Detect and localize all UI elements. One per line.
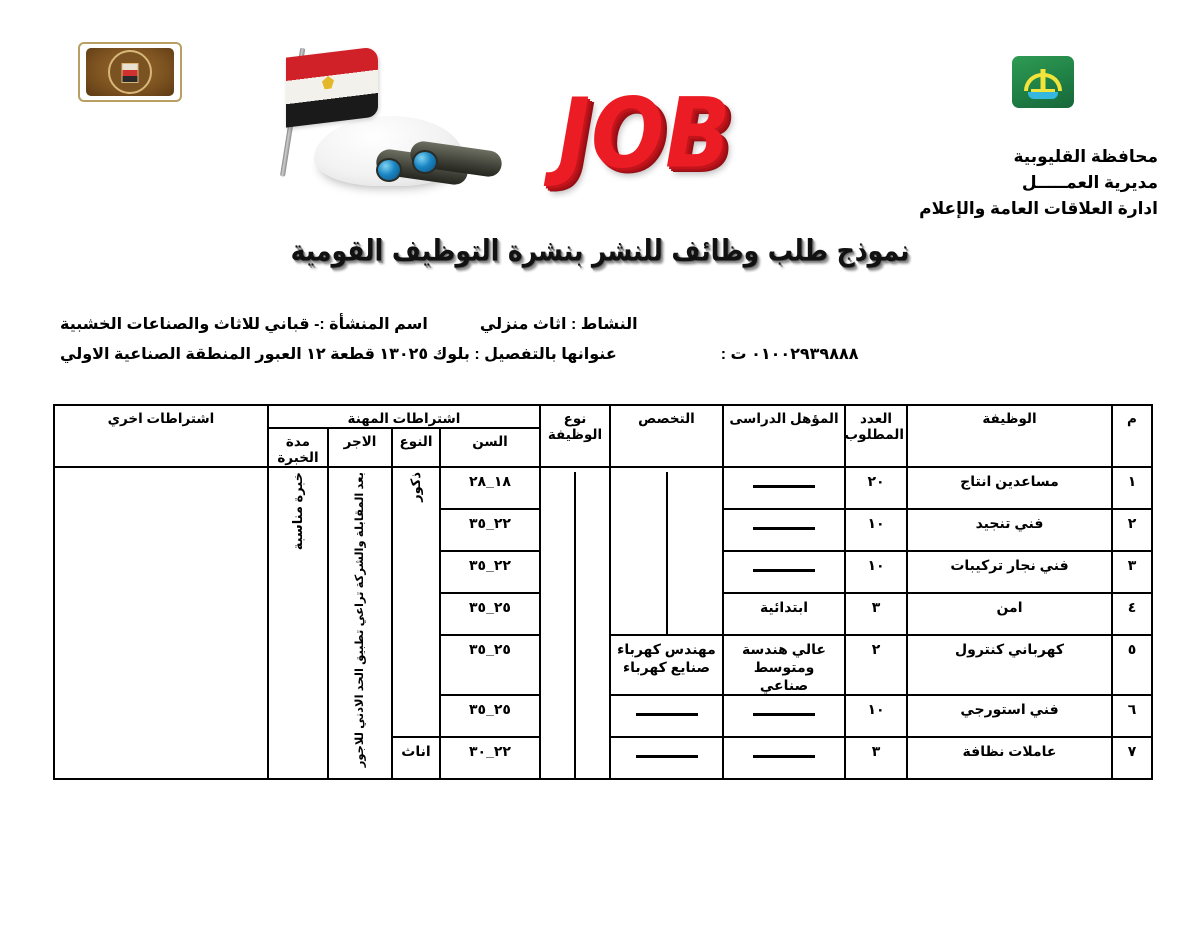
- address-value: بلوك ١٣٠٢٥ قطعة ١٢ العبور المنطقة الصناعية الاولي: [60, 346, 470, 363]
- cell-age: ٢٥_٣٥: [440, 695, 540, 737]
- header-experience: مدة الخبرة: [268, 428, 328, 467]
- page-title: [0, 233, 1200, 268]
- header-no: م: [1112, 405, 1152, 467]
- job-word-text: JOB: [558, 78, 732, 191]
- establishment-info-row-1: [60, 310, 1155, 340]
- cell-no: ٣: [1112, 551, 1152, 593]
- cell-job: مساعدين انتاج: [907, 467, 1112, 509]
- cell-no: ١: [1112, 467, 1152, 509]
- cell-job: عاملات نظافة: [907, 737, 1112, 779]
- header-profession-conditions: اشتراطات المهنة: [268, 405, 540, 428]
- cell-no: ٢: [1112, 509, 1152, 551]
- establishment-name-field: [60, 310, 428, 340]
- vacancy-table-container: [55, 404, 1153, 780]
- establishment-info: [60, 310, 1155, 370]
- dash-mark: [753, 485, 815, 488]
- cell-no: ٥: [1112, 635, 1152, 695]
- qalyubia-governorate-emblem: [1012, 56, 1074, 108]
- cell-age: ٢٢_٣٥: [440, 509, 540, 551]
- vertical-line-mark: [574, 472, 576, 778]
- cell-qualification: عالي هندسة ومتوسط صناعي: [723, 635, 845, 695]
- phone-field: [721, 340, 859, 370]
- establishment-name-label: اسم المنشأة :-: [314, 316, 428, 333]
- cell-count: ٣: [845, 593, 907, 635]
- job-banner-graphic: [258, 28, 858, 203]
- document-header: [0, 0, 1200, 268]
- department-name: ادارة العلاقات العامة والإعلام: [919, 199, 1158, 218]
- header-job: الوظيفة: [907, 405, 1112, 467]
- cell-no: ٦: [1112, 695, 1152, 737]
- page-title-text: نموذج طلب وظائف للنشر بنشرة التوظيف القومية: [290, 233, 910, 268]
- cell-qualification: [723, 509, 845, 551]
- activity-field: [480, 310, 638, 340]
- vacancy-table-head: [54, 405, 1152, 467]
- cell-specialization: [610, 737, 723, 779]
- cell-gender-male: [392, 467, 440, 737]
- header-other-conditions: اشتراطات اخري: [54, 405, 268, 467]
- table-row: [54, 467, 1152, 509]
- header-specialization: التخصص: [610, 405, 723, 467]
- phone-value: ٠١٠٠٢٩٣٩٨٨٨: [751, 346, 859, 363]
- dash-mark: [753, 713, 815, 716]
- cell-qualification: [723, 737, 845, 779]
- cell-job: كهرباني كنترول: [907, 635, 1112, 695]
- cell-job: فني نجار تركيبات: [907, 551, 1112, 593]
- cell-no: ٧: [1112, 737, 1152, 779]
- cell-age: ٢٢_٣٠: [440, 737, 540, 779]
- cell-gender-female: اناث: [392, 737, 440, 779]
- binoculars-icon: [376, 148, 521, 182]
- header-age: السن: [440, 428, 540, 467]
- cell-qualification: [723, 551, 845, 593]
- vertical-line-mark: [666, 472, 668, 634]
- cell-count: ١٠: [845, 695, 907, 737]
- cell-count: ١٠: [845, 509, 907, 551]
- experience-text: خبرة مناسبة: [289, 472, 305, 551]
- dash-mark: [753, 755, 815, 758]
- cell-experience-merged: [268, 467, 328, 779]
- header-gender: النوع: [392, 428, 440, 467]
- directorate-name: مديرية العمـــــل: [1021, 173, 1158, 192]
- ministry-heading: [919, 144, 1158, 222]
- cell-job: فني استورجي: [907, 695, 1112, 737]
- activity-label: النشاط :: [570, 316, 638, 333]
- cell-age: ٢٢_٣٥: [440, 551, 540, 593]
- cell-no: ٤: [1112, 593, 1152, 635]
- egypt-flag-icon: [270, 46, 390, 176]
- dash-mark: [636, 755, 698, 758]
- dash-mark: [753, 527, 815, 530]
- gender-male-text: ذكور: [408, 472, 423, 502]
- establishment-name-value: قباني للاثاث والصناعات الخشبية: [60, 316, 310, 333]
- cell-count: ٢٠: [845, 467, 907, 509]
- vacancy-table-body: [54, 467, 1152, 779]
- header-job-type: نوع الوظيفة: [540, 405, 610, 467]
- cell-qualification: ابتدائية: [723, 593, 845, 635]
- establishment-info-row-2: [60, 340, 1155, 370]
- vacancy-table: [53, 404, 1153, 780]
- cell-qualification: [723, 695, 845, 737]
- governorate-name: محافظة القليوبية: [1013, 147, 1158, 166]
- wage-text: بعد المقابلة والشركة تراعي تطبيق الحد الادني للاجور: [354, 472, 366, 768]
- cell-age: ٢٥_٣٥: [440, 593, 540, 635]
- activity-value: اثاث منزلي: [479, 316, 567, 333]
- cell-specialization-merged: [610, 467, 723, 635]
- table-header-row-1: [54, 405, 1152, 428]
- cell-wage-merged: [328, 467, 392, 779]
- cell-qualification: [723, 467, 845, 509]
- cell-other-conditions-merged: [54, 467, 268, 779]
- cell-count: ١٠: [845, 551, 907, 593]
- dash-mark: [636, 713, 698, 716]
- address-field: [60, 340, 617, 370]
- header-wage: الاجر: [328, 428, 392, 467]
- phone-label: ت :: [720, 346, 747, 363]
- cell-job: امن: [907, 593, 1112, 635]
- cell-count: ٣: [845, 737, 907, 779]
- cell-job: فني تنجيد: [907, 509, 1112, 551]
- cell-age: ٢٥_٣٥: [440, 635, 540, 695]
- cell-job-type-merged: [540, 467, 610, 779]
- cell-age: ١٨_٢٨: [440, 467, 540, 509]
- cell-specialization: [610, 695, 723, 737]
- dash-mark: [753, 569, 815, 572]
- header-qualification: المؤهل الدراسى: [723, 405, 845, 467]
- egypt-government-emblem: [78, 42, 182, 102]
- header-count: العدد المطلوب: [845, 405, 907, 467]
- cell-specialization: مهندس كهرباء صنايع كهرباء: [610, 635, 723, 695]
- cell-count: ٢: [845, 635, 907, 695]
- address-label: عنوانها بالتفصيل :: [474, 346, 617, 363]
